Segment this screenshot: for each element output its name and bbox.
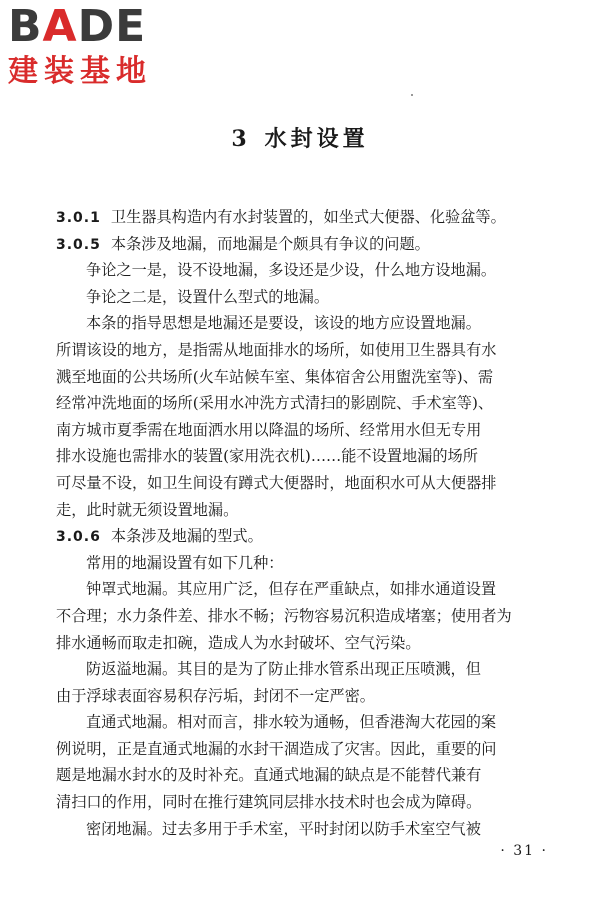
paragraph-line <box>56 337 556 364</box>
line-text: 直通式地漏。相对而言，排水较为通畅，但香港淘大花园的案 <box>86 713 497 732</box>
page-number: · 31 · <box>500 843 548 859</box>
paragraph-line <box>56 284 556 311</box>
line-text: 清扫口的作用，同时在推行建筑同层排水技术时也会成为障碍。 <box>56 793 482 812</box>
clause-line <box>56 204 556 231</box>
paragraph-line <box>56 417 556 444</box>
paragraph-line <box>56 736 556 763</box>
line-text: 可尽量不设，如卫生间设有蹲式大便器时，地面积水可从大便器排 <box>56 473 497 492</box>
line-text: 例说明，正是直通式地漏的水封干涸造成了灾害。因此，重要的问 <box>56 739 497 758</box>
line-text: 卫生器具构造内有水封装置的，如坐式大便器、化验盆等。 <box>110 208 506 226</box>
logo-wordmark <box>8 2 178 52</box>
paragraph-line <box>56 257 556 284</box>
paragraph-line <box>56 789 556 816</box>
paragraph-line <box>56 762 556 789</box>
line-text: 经常冲洗地面的场所(采用水冲洗方式清扫的影剧院、手术室等)、 <box>56 394 494 413</box>
document-body <box>56 204 556 842</box>
chapter-number: 3 <box>231 126 251 152</box>
line-text: 争论之二是，设置什么型式的地漏。 <box>86 287 329 306</box>
chapter-title-text: 水封设置 <box>264 126 369 152</box>
chapter-title <box>0 122 600 153</box>
clause-line <box>56 523 556 550</box>
paragraph-line <box>56 364 556 391</box>
line-text: 防返溢地漏。其目的是为了防止排水管系出现正压喷溅，但 <box>86 660 481 679</box>
line-text: 排水通畅而取走扣碗，造成人为水封破坏、空气污染。 <box>56 633 421 652</box>
line-text: 所谓该设的地方，是指需从地面排水的场所，如使用卫生器具有水 <box>56 340 497 359</box>
paragraph-line <box>56 709 556 736</box>
paragraph-line <box>56 443 556 470</box>
paragraph-line <box>56 816 556 843</box>
paragraph-line <box>56 390 556 417</box>
line-text: 密闭地漏。过去多用于手术室，平时封闭以防手术室空气被 <box>86 819 481 838</box>
logo-letter-a: A <box>42 1 78 52</box>
paragraph-line <box>56 470 556 497</box>
line-text: 不合理；水力条件差、排水不畅；污物容易沉积造成堵塞；使用者为 <box>56 606 512 625</box>
clause-number: 3.0.5 <box>56 236 101 253</box>
logo-letter-b: B <box>8 1 43 52</box>
clause-number: 3.0.6 <box>56 529 101 546</box>
line-text: 本条涉及地漏的型式。 <box>110 527 263 546</box>
logo-subtitle: 建装基地 <box>8 54 152 89</box>
bade-logo <box>8 2 178 90</box>
scan-speck <box>411 94 413 96</box>
line-text: 常用的地漏设置有如下几种： <box>86 553 284 572</box>
line-text: 争论之一是，设不设地漏，多设还是少设，什么地方设地漏。 <box>86 261 497 280</box>
paragraph-line <box>56 550 556 577</box>
line-text: 由于浮球表面容易积存污垢，封闭不一定严密。 <box>56 686 375 705</box>
line-text: 本条的指导思想是地漏还是要设，该设的地方应设置地漏。 <box>86 314 481 333</box>
logo-letters-de: DE <box>77 1 147 52</box>
paragraph-line <box>56 603 556 630</box>
paragraph-line <box>56 576 556 603</box>
line-text: 本条涉及地漏，而地漏是个颇具有争议的问题。 <box>110 234 430 253</box>
paragraph-line <box>56 630 556 657</box>
line-text: 题是地漏水封水的及时补充。直通式地漏的缺点是不能替代兼有 <box>56 766 482 785</box>
line-text: 溅至地面的公共场所(火车站候车室、集体宿舍公用盥洗室等)、需 <box>56 367 494 386</box>
clause-number: 3.0.1 <box>56 210 101 226</box>
paragraph-line <box>56 656 556 683</box>
line-text: 排水设施也需排水的装置(家用洗衣机)……能不设置地漏的场所 <box>56 447 478 466</box>
clause-line <box>56 231 556 258</box>
line-text: 钟罩式地漏。其应用广泛，但存在严重缺点，如排水通道设置 <box>86 580 497 599</box>
line-text: 走，此时就无须设置地漏。 <box>56 500 239 519</box>
line-text: 南方城市夏季需在地面洒水用以降温的场所、经常用水但无专用 <box>56 420 482 439</box>
paragraph-line <box>56 497 556 524</box>
paragraph-line <box>56 683 556 710</box>
paragraph-line <box>56 310 556 337</box>
